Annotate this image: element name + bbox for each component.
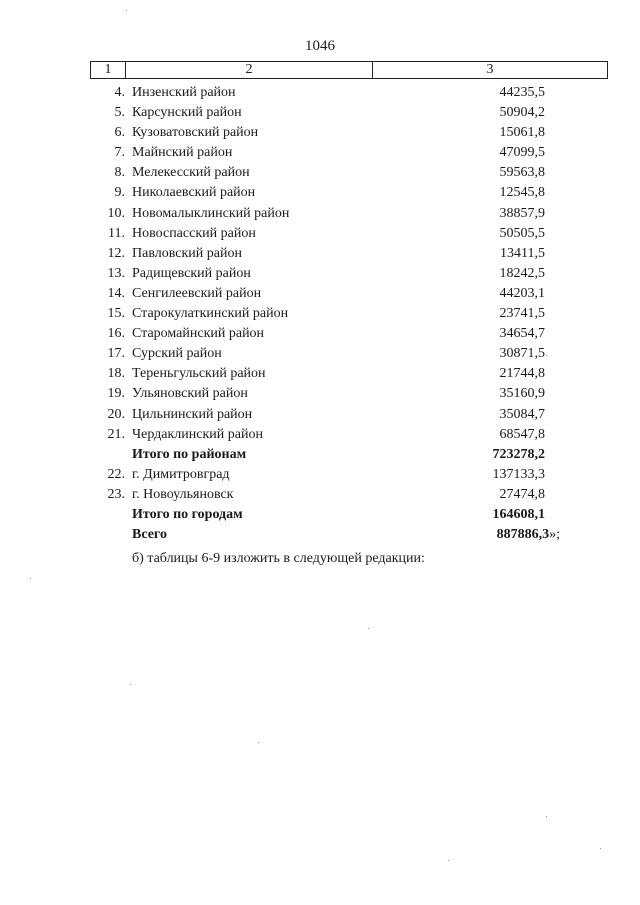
scan-speck	[130, 684, 131, 685]
scan-speck	[546, 355, 547, 356]
table-row	[0, 103, 640, 123]
row-amount	[500, 384, 546, 404]
row-amount	[493, 465, 546, 485]
row-amount	[500, 405, 546, 425]
table-row	[0, 465, 640, 485]
row-number: 17.	[107, 346, 125, 362]
row-district-name: Тереньгульский район	[132, 366, 266, 382]
row-amount-value: 35160,9	[499, 386, 545, 402]
table-header-col-1: 1	[91, 62, 126, 78]
row-amount	[500, 123, 546, 143]
row-amount	[500, 163, 546, 183]
row-amount	[500, 183, 546, 203]
row-amount-value: 15061,8	[499, 125, 545, 141]
row-amount-value: 35084,7	[499, 406, 545, 422]
row-amount-value: 34654,7	[499, 326, 545, 342]
row-district-name: Радищевский район	[132, 265, 251, 281]
row-amount-value: 12545,8	[499, 185, 545, 201]
table-row	[0, 364, 640, 384]
row-amount	[497, 525, 560, 545]
row-district-name: Новоспасский район	[132, 225, 256, 241]
row-amount	[500, 485, 546, 505]
row-amount-value: 164608,1	[492, 506, 545, 522]
row-district-name: Старомайнский район	[132, 326, 265, 342]
row-amount-value: 30871,5	[499, 346, 545, 362]
row-amount	[500, 83, 546, 103]
table-row	[0, 344, 640, 364]
row-district-name: Чердаклинский район	[132, 426, 263, 442]
table-row	[0, 244, 640, 264]
row-number: 15.	[107, 306, 125, 322]
table-row	[0, 183, 640, 203]
row-amount	[500, 143, 546, 163]
table-row	[0, 304, 640, 324]
row-district-name: Инзенский район	[132, 85, 236, 100]
closing-quote: »;	[549, 527, 560, 543]
row-amount-value: 887886,3	[496, 527, 550, 543]
row-amount-value: 50505,5	[499, 225, 545, 241]
row-district-name: Цильнинский район	[132, 406, 253, 422]
row-amount-value: 44235,5	[499, 85, 545, 100]
table-row	[0, 405, 640, 425]
table-row	[0, 485, 640, 505]
row-number: 19.	[107, 386, 125, 402]
row-amount	[500, 344, 546, 364]
row-number: 5.	[114, 105, 125, 121]
row-amount-value: 27474,8	[499, 486, 545, 502]
row-amount-value: 47099,5	[499, 145, 545, 161]
row-amount	[500, 224, 546, 244]
row-amount	[500, 284, 546, 304]
row-number: 11.	[108, 225, 125, 241]
row-amount	[500, 204, 546, 224]
row-district-name: Итого по городам	[132, 506, 243, 522]
row-district-name: Всего	[132, 527, 167, 543]
table-row	[0, 425, 640, 445]
row-amount	[493, 445, 546, 465]
row-amount	[500, 103, 546, 123]
row-number: 22.	[107, 466, 125, 482]
row-district-name: Новомалыклинский район	[132, 205, 290, 221]
amendment-note: б) таблицы 6-9 изложить в следующей редакции:	[132, 551, 425, 566]
row-amount	[500, 304, 546, 324]
table-row	[0, 224, 640, 244]
row-number: 8.	[114, 165, 125, 181]
scan-speck	[546, 816, 547, 817]
table-row	[0, 284, 640, 304]
table-row	[0, 163, 640, 183]
scan-speck	[600, 848, 601, 849]
scan-speck	[368, 628, 369, 629]
row-number: 7.	[114, 145, 125, 161]
row-district-name: Ульяновский район	[132, 386, 248, 402]
row-amount	[500, 364, 546, 384]
row-amount	[493, 505, 546, 525]
table-row	[0, 324, 640, 344]
row-district-name: Майнский район	[132, 145, 233, 161]
row-district-name: Сенгилеевский район	[132, 285, 262, 301]
table-row	[0, 505, 640, 525]
row-district-name: Сурский район	[132, 346, 222, 362]
row-amount-value: 723278,2	[492, 446, 545, 462]
table-header-col-2: 2	[126, 62, 373, 78]
scan-speck	[448, 860, 449, 861]
scan-speck	[30, 578, 31, 579]
row-amount-value: 50904,2	[499, 105, 545, 121]
table-header-col-3: 3	[486, 62, 494, 77]
table-header-row	[90, 61, 608, 79]
row-number: 6.	[114, 125, 125, 141]
row-number: 12.	[107, 245, 125, 261]
table-row	[0, 445, 640, 465]
row-district-name: г. Димитровград	[132, 466, 230, 482]
row-number: 18.	[107, 366, 125, 382]
row-amount	[500, 324, 546, 344]
table-row	[0, 525, 640, 545]
table-row	[0, 123, 640, 143]
row-amount-value: 68547,8	[499, 426, 545, 442]
table-row	[0, 264, 640, 284]
row-district-name: Старокулаткинский район	[132, 306, 289, 322]
page-number: 1046	[305, 38, 335, 54]
row-amount-value: 13411,5	[500, 245, 545, 261]
row-number: 9.	[114, 185, 125, 201]
row-number: 4.	[114, 85, 125, 100]
row-amount-value: 137133,3	[492, 466, 545, 482]
table-row	[0, 384, 640, 404]
table-row	[0, 143, 640, 163]
row-amount-value: 59563,8	[499, 165, 545, 181]
row-district-name: Мелекесский район	[132, 165, 250, 181]
row-amount	[500, 264, 546, 284]
table-body	[0, 83, 640, 545]
row-amount	[500, 244, 545, 264]
row-district-name: Павловский район	[132, 245, 242, 261]
scan-speck	[126, 10, 127, 11]
row-amount-value: 38857,9	[499, 205, 545, 221]
row-amount-value: 23741,5	[499, 306, 545, 322]
row-district-name: Николаевский район	[132, 185, 256, 201]
row-number: 13.	[107, 265, 125, 281]
row-district-name: Итого по районам	[132, 446, 247, 462]
table-row	[0, 204, 640, 224]
row-number: 14.	[107, 285, 125, 301]
row-district-name: г. Новоульяновск	[132, 486, 234, 502]
row-district-name: Кузоватовский район	[132, 125, 259, 141]
row-district-name: Карсунский район	[132, 105, 242, 121]
row-amount-value: 21744,8	[499, 366, 545, 382]
row-number: 20.	[107, 406, 125, 422]
row-number: 16.	[107, 326, 125, 342]
row-amount-value: 18242,5	[499, 265, 545, 281]
row-number: 10.	[107, 205, 125, 221]
row-amount	[500, 425, 546, 445]
scan-speck	[258, 742, 259, 743]
row-number: 21.	[107, 426, 125, 442]
table-row	[0, 83, 640, 103]
row-amount-value: 44203,1	[499, 285, 545, 301]
row-number: 23.	[107, 486, 125, 502]
